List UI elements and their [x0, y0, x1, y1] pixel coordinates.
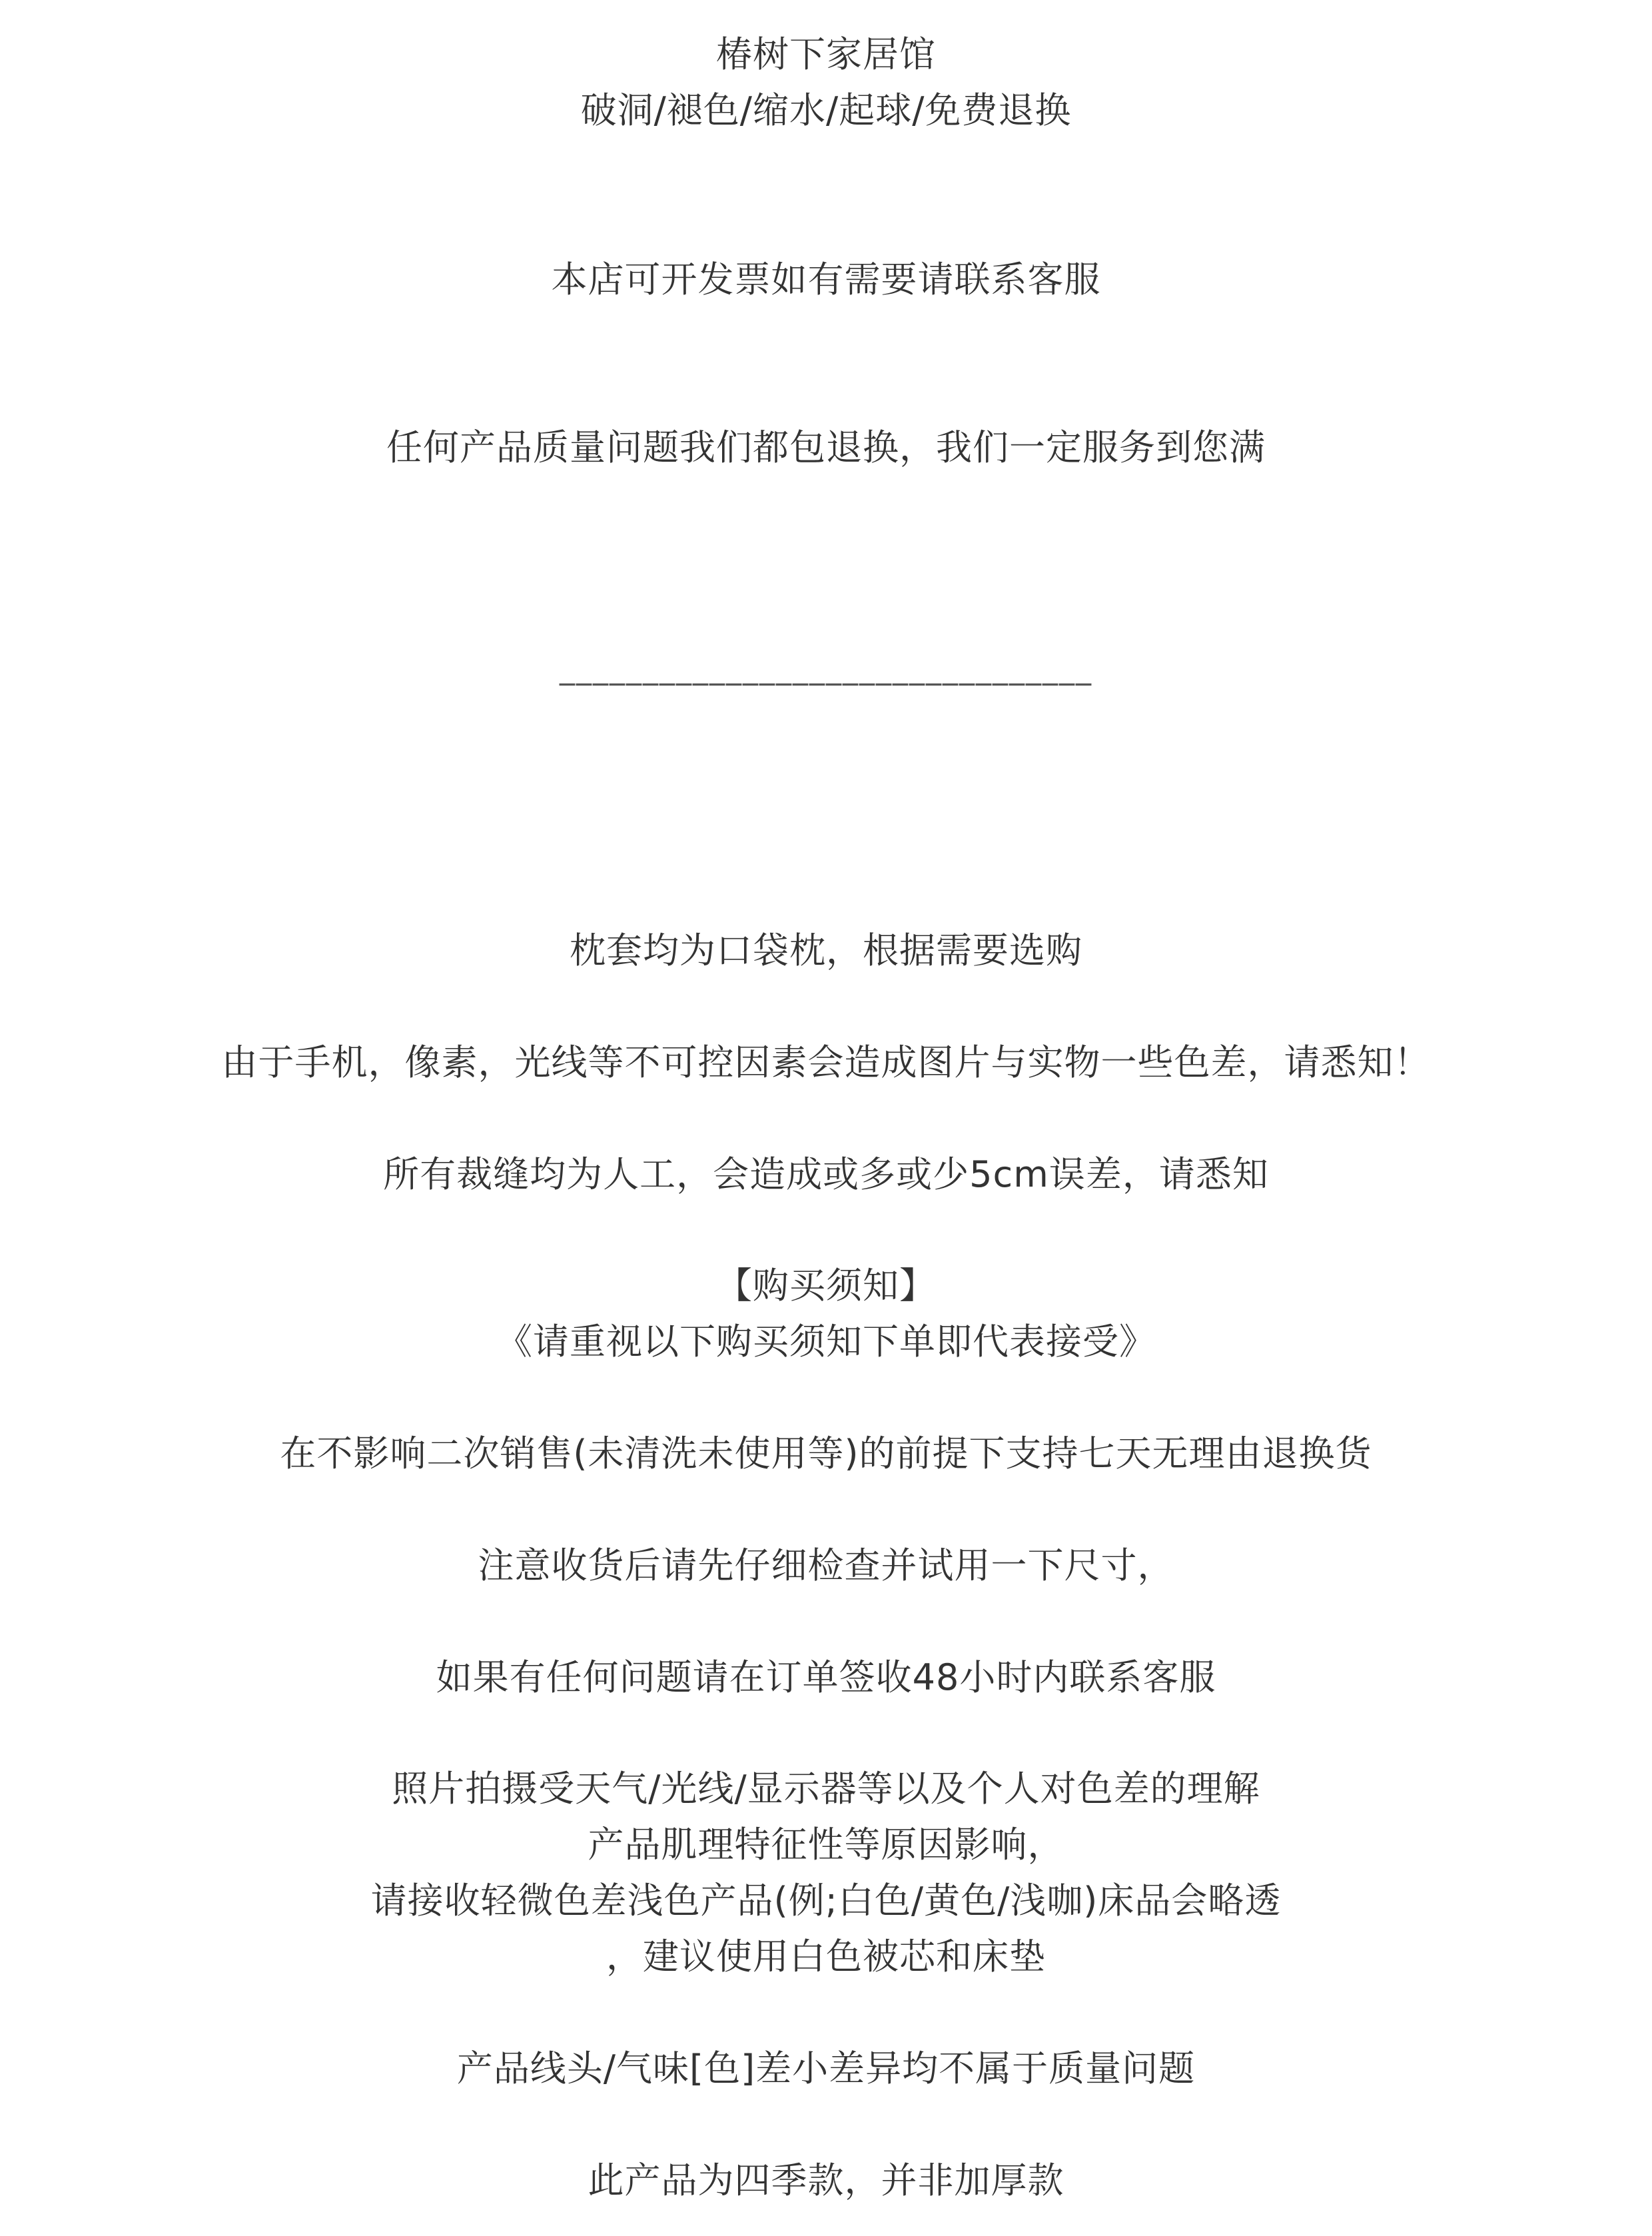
divider-line: ________________________________	[560, 650, 1092, 686]
inspect-note: 注意收货后请先仔细检查并试用一下尺寸，	[478, 1544, 1174, 1586]
contact-note: 如果有任何问题请在订单签收48小时内联系客服	[436, 1656, 1216, 1698]
invoice-note: 本店可开发票如有需要请联系客服	[551, 259, 1101, 300]
photo-note-2: 产品肌理特征性等原因影响，	[588, 1824, 1064, 1866]
quality-promise: 任何产品质量问题我们都包退换，我们一定服务到您满	[386, 426, 1266, 468]
season-note: 此产品为四季款，并非加厚款	[588, 2159, 1064, 2201]
guarantee-line: 破洞/褪色/缩水/起球/免费退换	[580, 89, 1072, 131]
photo-note-1: 照片拍摄受天气/光线/显示器等以及个人对色差的理解	[392, 1768, 1260, 1810]
purchase-notice-subtitle: 《请重视以下购买须知下单即代表接受》	[496, 1321, 1156, 1363]
photo-note-4: ，建议使用白色被芯和床垫	[606, 1936, 1046, 1977]
sewing-note: 所有裁缝均为人工，会造成或多或少5cm误差，请悉知	[383, 1153, 1269, 1195]
pillow-note: 枕套均为口袋枕，根据需要选购	[570, 929, 1082, 971]
purchase-notice-title: 【购买须知】	[716, 1265, 936, 1307]
thread-note: 产品线头/气味[色]差小差异均不属于质量问题	[456, 2047, 1196, 2089]
return-policy: 在不影响二次销售(未清洗未使用等)的前提下支持七天无理由退换货	[280, 1432, 1372, 1474]
shop-name: 椿树下家居馆	[716, 33, 936, 75]
color-diff-note: 由于手机，像素，光线等不可控因素会造成图片与实物一些色差，请悉知！	[221, 1041, 1431, 1083]
photo-note-3: 请接收轻微色差浅色产品(例;白色/黄色/浅咖)床品会略透	[370, 1880, 1282, 1922]
